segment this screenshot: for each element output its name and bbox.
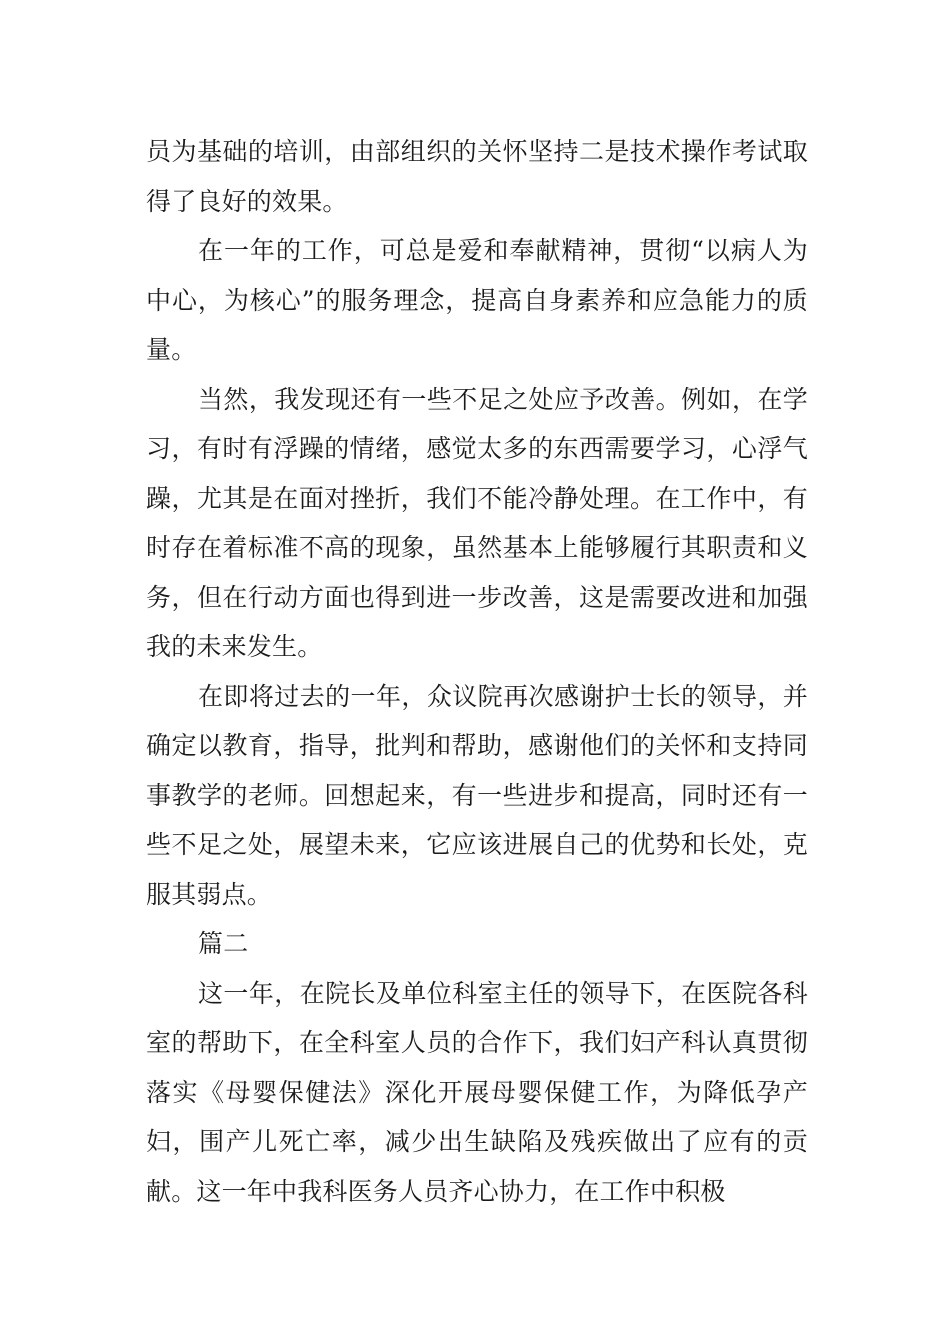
document-body: [146, 127, 808, 1216]
paragraph-3: 当然，我发现还有一些不足之处应予改善。例如，在学习，有时有浮躁的情绪，感觉太多的东西需要学习，心浮气躁，尤其是在面对挫折，我们不能冷静处理。在工作中，有时存在着标准不高的现象，虽然基本上能够履行其职责和义务，但在行动方面也得到进一步改善，这是需要改进和加强我的未来发生。: [146, 384, 808, 661]
paragraph-4: 在即将过去的一年，众议院再次感谢护士长的领导，并确定以教育，指导，批判和帮助，感谢他们的关怀和支持同事教学的老师。回想起来，有一些进步和提高，同时还有一些不足之处，展望未来，它应该进展自己的优势和长处，克服其弱点。: [146, 681, 808, 909]
paragraph-5: 这一年，在院长及单位科室主任的领导下，在医院各科室的帮助下，在全科室人员的合作下，我们妇产科认真贯彻落实《母婴保健法》深化开展母婴保健工作，为降低孕产妇，围产儿死亡率，减少出生缺陷及残疾做出了应有的贡献。这一年中我科医务人员齐心协力，在工作中积极: [146, 978, 808, 1206]
section-heading: 篇二: [198, 929, 249, 958]
paragraph-2: 在一年的工作，可总是爱和奉献精神，贯彻“以病人为中心，为核心”的服务理念，提高自身素养和应急能力的质量。: [146, 236, 808, 364]
paragraph-1: 员为基础的培训，由部组织的关怀坚持二是技术操作考试取得了良好的效果。: [146, 137, 808, 216]
